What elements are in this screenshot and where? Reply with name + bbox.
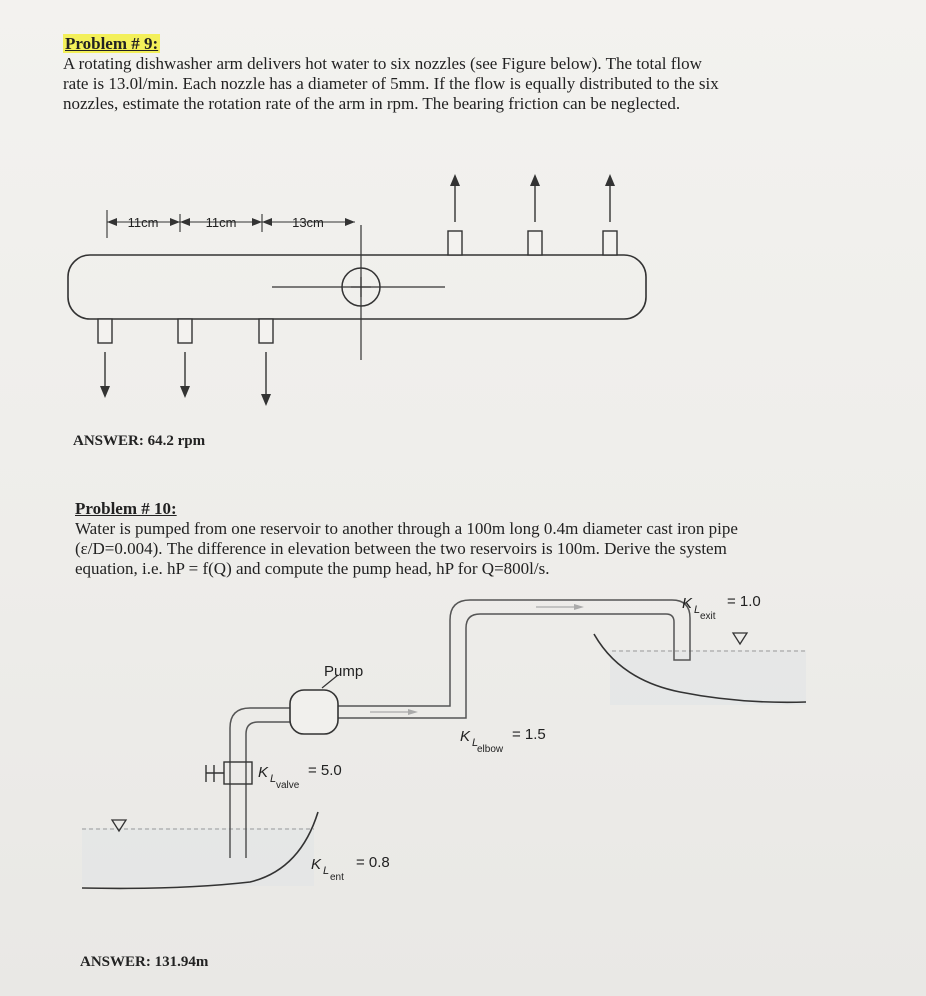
problem10-title: Problem # 10:	[75, 499, 177, 518]
dim-label-2: 11cm	[205, 215, 237, 230]
problem9-line2: rate is 13.0l/min. Each nozzle has a diameter of 5mm. If the flow is equally distributed to the six	[63, 74, 719, 93]
k-exit-label	[682, 593, 761, 622]
svg-text:= 1.0: = 1.0	[727, 593, 761, 610]
water-level-icon	[733, 633, 747, 644]
problem10-line3: equation, i.e. hP = f(Q) and compute the pump head, hP for Q=800l/s.	[75, 559, 550, 578]
svg-text:K: K	[460, 728, 471, 745]
svg-text:K: K	[258, 764, 269, 781]
svg-text:L: L	[270, 773, 277, 785]
svg-text:= 0.8: = 0.8	[356, 854, 390, 871]
pump-body	[290, 690, 338, 734]
svg-text:K: K	[311, 856, 322, 873]
left-reservoir	[82, 812, 318, 888]
problem10-line2: (ε/D=0.004). The difference in elevation between the two reservoirs is 100m. Derive the system	[75, 539, 727, 558]
valve-icon	[206, 762, 252, 784]
dim-label-1: 11cm	[127, 215, 159, 230]
problem9-title: Problem # 9:	[65, 34, 159, 53]
svg-text:= 1.5: = 1.5	[512, 726, 546, 743]
svg-text:K: K	[682, 595, 693, 612]
svg-text:valve: valve	[276, 780, 300, 791]
svg-text:elbow: elbow	[477, 744, 504, 755]
k-ent-label	[311, 854, 390, 883]
k-valve-label	[258, 762, 342, 791]
svg-text:exit: exit	[700, 611, 716, 622]
svg-text:= 5.0: = 5.0	[308, 762, 342, 779]
problem9-line1: A rotating dishwasher arm delivers hot water to six nozzles (see Figure below). The total flow	[63, 54, 702, 73]
svg-text:L: L	[323, 865, 330, 877]
svg-text:L: L	[472, 737, 479, 749]
problem9-answer: ANSWER: 64.2 rpm	[73, 433, 206, 449]
problem10-line1: Water is pumped from one reservoir to another through a 100m long 0.4m diameter cast iron pipe	[75, 519, 738, 538]
problem9-line3: nozzles, estimate the rotation rate of the arm in rpm. The bearing friction can be neglected.	[63, 94, 681, 113]
svg-text:L: L	[694, 604, 701, 616]
k-elbow-label	[460, 726, 546, 755]
right-reservoir	[594, 633, 806, 705]
dim-label-3: 13cm	[292, 215, 324, 230]
svg-text:ent: ent	[330, 872, 344, 883]
pump-label: Pump	[324, 663, 364, 680]
problem10-answer: ANSWER: 131.94m	[80, 954, 209, 970]
